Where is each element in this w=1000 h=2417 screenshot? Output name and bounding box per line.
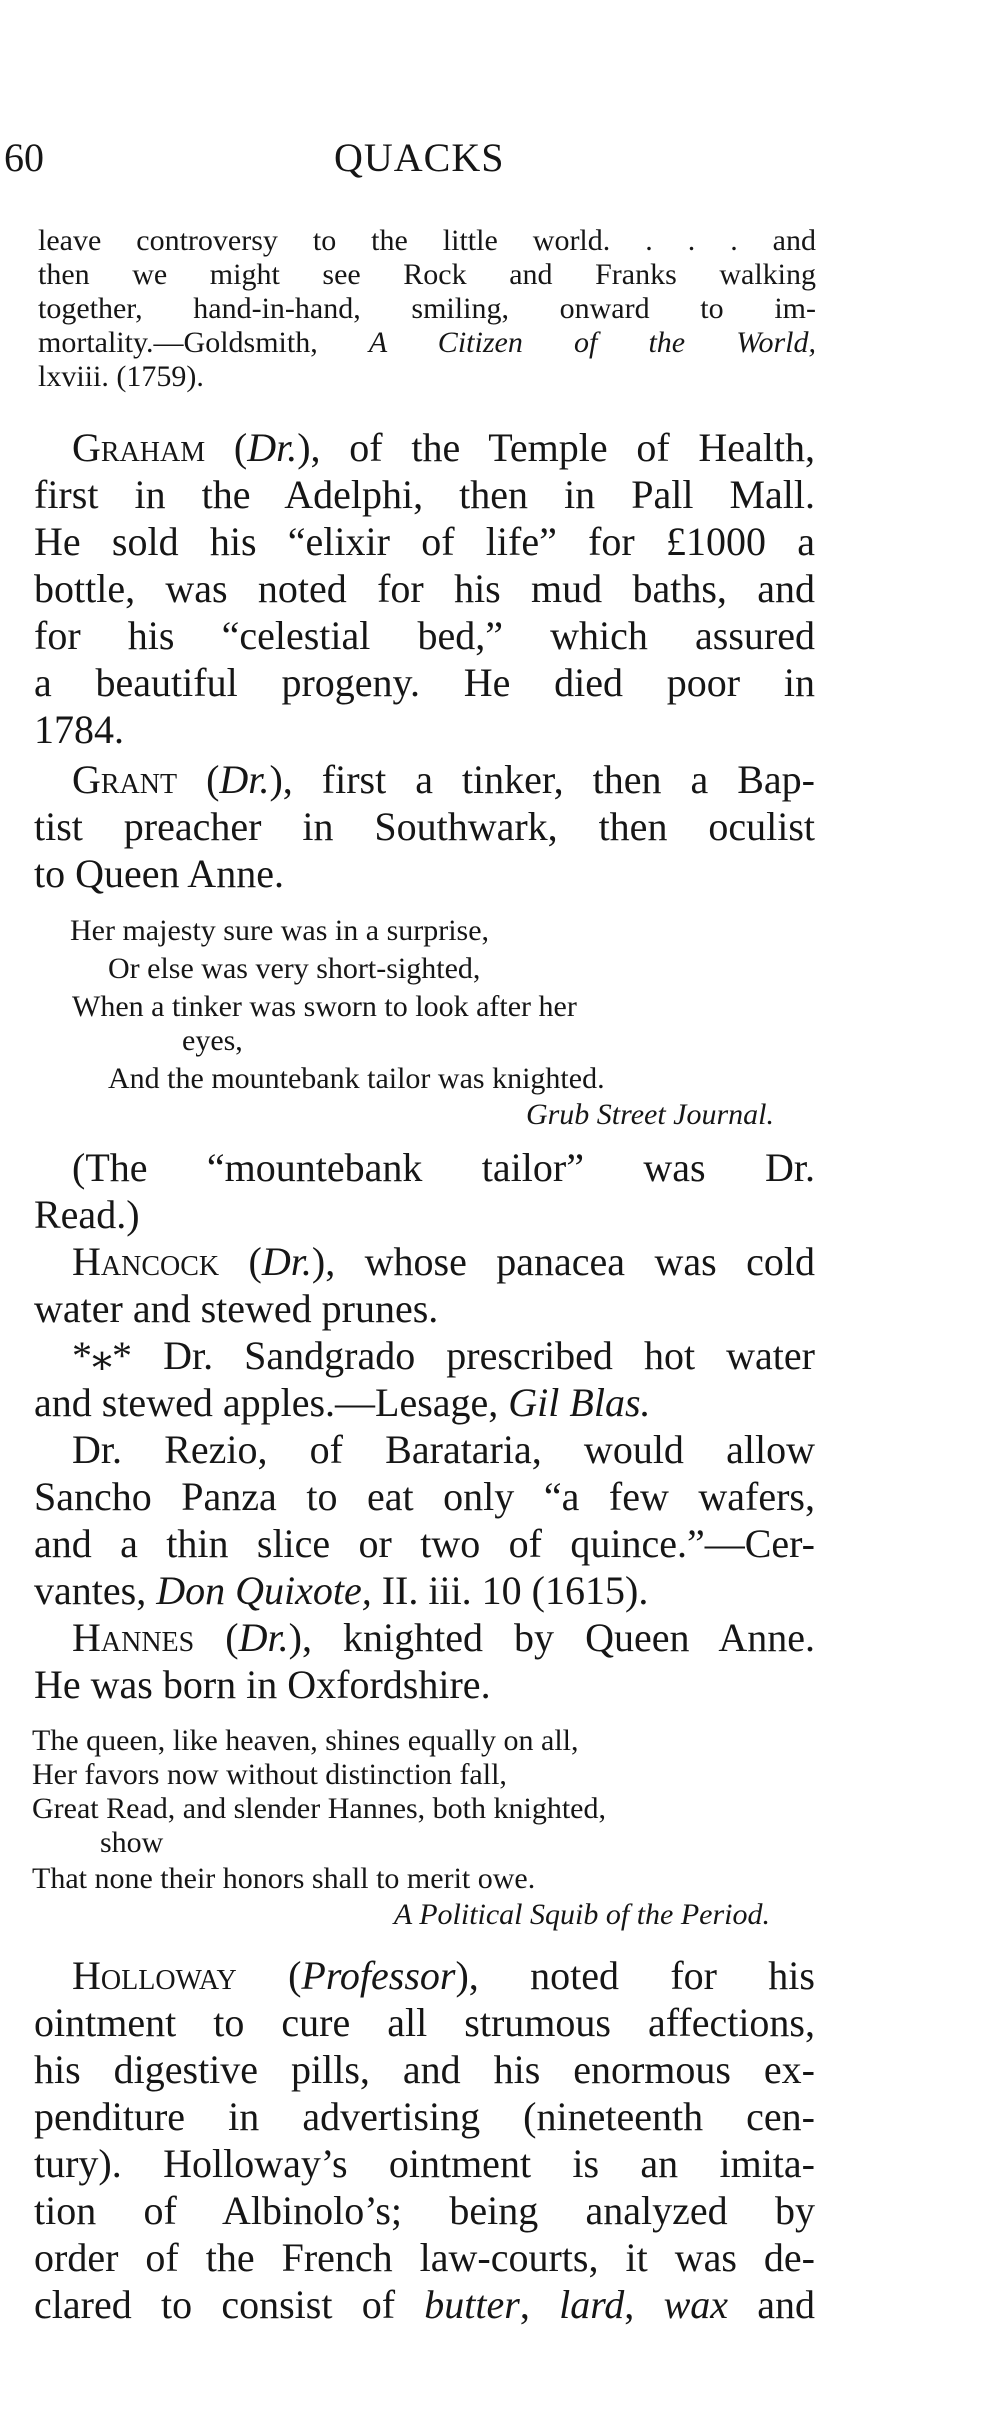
work-title: Don Quixote, (156, 1568, 372, 1613)
entry-name: Holloway (72, 1953, 237, 1998)
text-line: lxviii. (1759). (38, 360, 204, 393)
text-line: He sold his “elixir of life” for £1000 a (34, 519, 815, 564)
text-run: Dr. Sandgrado prescribed hot water (132, 1333, 815, 1378)
text-line: He was born in Oxfordshire. (34, 1662, 491, 1707)
text-run: ), noted for his (455, 1953, 815, 1998)
text-run: ), first a tinker, then a Bap- (269, 757, 815, 802)
entry-name: Graham (72, 425, 206, 470)
entry-first-line: Holloway (Professor), noted for his (72, 1953, 815, 1998)
emphasis-word: butter (424, 2282, 520, 2327)
entry-title: Dr. (219, 757, 270, 802)
text-run: vantes, (34, 1568, 157, 1613)
entry-title: Dr. (238, 1615, 289, 1660)
text-line: Dr. Rezio, of Barataria, would allow (72, 1427, 815, 1472)
text-run: II. iii. 10 (1615). (371, 1568, 649, 1613)
verse-line: Great Read, and slender Hannes, both knighted, (32, 1792, 606, 1825)
text-line: Sancho Panza to eat only “a few wafers, (34, 1474, 815, 1519)
entry-name: Grant (72, 757, 178, 802)
text-line: leave controversy to the little world. . . . and (38, 224, 816, 257)
text-line (34, 1567, 815, 1614)
verse-line: eyes, (182, 1024, 243, 1057)
entry-title: Dr. (261, 1239, 312, 1284)
entry-name: Hancock (72, 1239, 220, 1284)
text-line: his digestive pills, and his enormous ex- (34, 2047, 815, 2092)
verse-source: A Political Squib of the Period. (393, 1898, 770, 1931)
verse-line: The queen, like heaven, shines equally on all, (32, 1724, 579, 1757)
text-line: a beautiful progeny. He died poor in (34, 660, 815, 705)
text-line (72, 1332, 815, 1379)
verse-line: That none their honors shall to merit owe. (32, 1862, 536, 1895)
verse-line: Her favors now without distinction fall, (32, 1758, 507, 1791)
text-line: tist preacher in Southwark, then oculist (34, 804, 815, 849)
text-line: and a thin slice or two of quince.”—Cer- (34, 1521, 815, 1566)
text-line (38, 326, 816, 360)
text-run: and stewed apples.—Lesage, (34, 1380, 509, 1425)
entry-first-line: Hancock (Dr.), whose panacea was cold (72, 1239, 815, 1284)
text-line: first in the Adelphi, then in Pall Mall. (34, 472, 815, 517)
text-line: (The “mountebank tailor” was Dr. (72, 1145, 815, 1190)
verse-line: And the mountebank tailor was knighted. (108, 1062, 605, 1095)
text-line: tion of Albinolo’s; being analyzed by (34, 2188, 815, 2233)
verse-line: Her majesty sure was in a surprise, (70, 914, 490, 947)
text-run: ), knighted by Queen Anne. (288, 1615, 815, 1660)
verse-line: When a tinker was sworn to look after her (72, 990, 577, 1023)
text-run: ), of the Temple of Health, (297, 425, 815, 470)
text-line: bottle, was noted for his mud baths, and (34, 566, 815, 611)
asterism: *⁎* (72, 1333, 132, 1378)
verse-source: Grub Street Journal. (525, 1098, 774, 1131)
entry-first-line: Hannes (Dr.), knighted by Queen Anne. (72, 1615, 815, 1660)
text-line: water and stewed prunes. (34, 1286, 439, 1331)
text-run: mortality.—Goldsmith, (38, 326, 369, 359)
text-line: Read.) (34, 1192, 140, 1237)
text-line: to Queen Anne. (34, 851, 284, 896)
work-title: Gil Blas. (508, 1380, 651, 1425)
text-line: 1784. (34, 707, 124, 752)
text-line: tury). Holloway’s ointment is an imita- (34, 2141, 815, 2186)
entry-first-line: Graham (Dr.), of the Temple of Health, (72, 425, 815, 470)
text-line: penditure in advertising (nineteenth cen- (34, 2094, 815, 2139)
verse-line: Or else was very short-sighted, (108, 952, 481, 985)
text-run: and (728, 2282, 816, 2327)
text-line (34, 1379, 815, 1426)
text-run: clared to consist of (34, 2282, 425, 2327)
work-title: A Citizen of the World, (368, 326, 816, 359)
text-line: clared to consist of butter, lard, wax and (34, 2282, 816, 2327)
text-run: ), whose panacea was cold (311, 1239, 815, 1284)
entry-title: Professor (301, 1953, 456, 1998)
emphasis-word: lard (559, 2282, 625, 2327)
text-line: then we might see Rock and Franks walking (38, 258, 816, 291)
entry-first-line: Grant (Dr.), first a tinker, then a Bap- (72, 757, 815, 802)
page-number: 60 (4, 135, 44, 180)
text-line: order of the French law-courts, it was de- (34, 2235, 815, 2280)
emphasis-word: wax (663, 2282, 728, 2327)
running-head: QUACKS (334, 135, 505, 180)
text-line: together, hand-in-hand, smiling, onward to im- (38, 292, 816, 325)
page-header (0, 128, 830, 188)
verse-line: show (100, 1826, 164, 1859)
entry-title: Dr. (247, 425, 298, 470)
text-line: for his “celestial bed,” which assured (34, 613, 815, 658)
text-line: ointment to cure all strumous affections, (34, 2000, 815, 2045)
entry-name: Hannes (72, 1615, 195, 1660)
